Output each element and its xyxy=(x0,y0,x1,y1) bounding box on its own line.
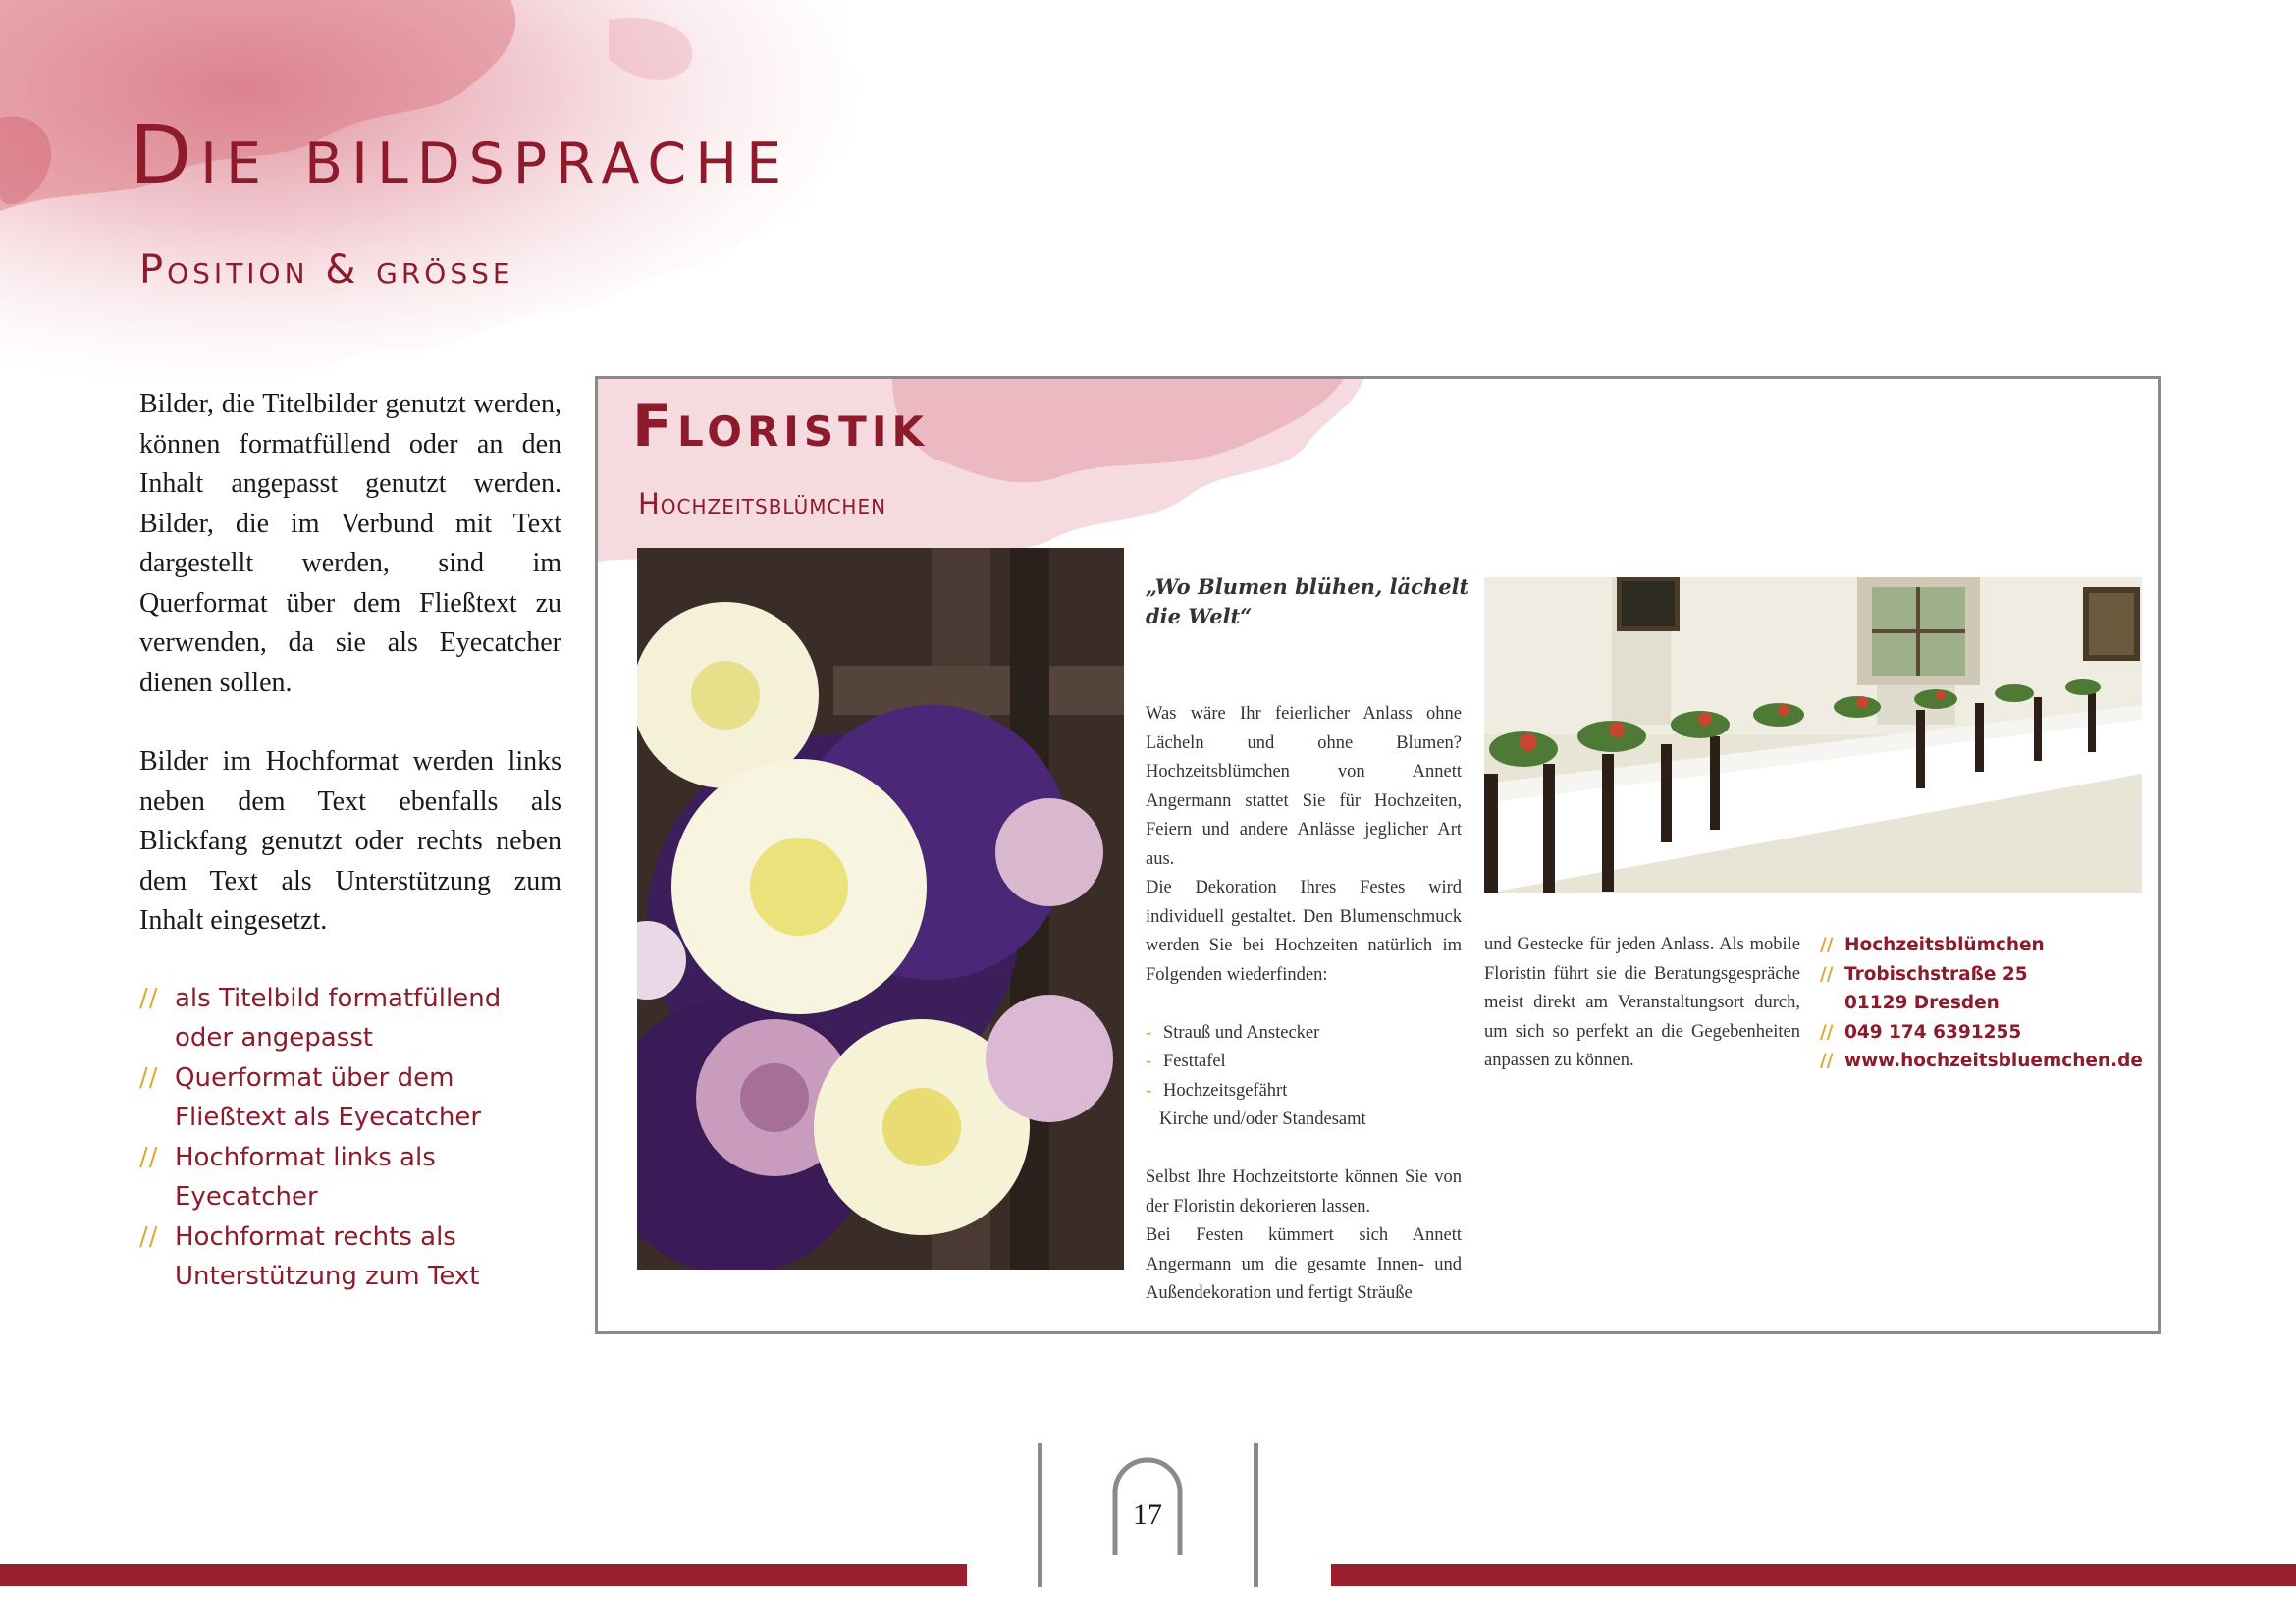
example-title: Floristik xyxy=(632,392,929,460)
bullet-list xyxy=(139,979,561,1297)
bullet-text: als Titelbild formatfüllend oder angepasst xyxy=(175,983,502,1053)
list-dash: - xyxy=(1146,1080,1152,1101)
example-list-item xyxy=(1146,1048,1462,1077)
list-text: Strauß und Anstecker xyxy=(1163,1022,1320,1043)
contact-name-text: Hochzeitsblümchen xyxy=(1844,935,2045,955)
flower-bouquet-image xyxy=(637,548,1124,1270)
example-quote: „Wo Blumen blühen, lächelt die Welt“ xyxy=(1146,574,1469,628)
footer-divider-right xyxy=(1254,1443,1258,1587)
list-dash: - xyxy=(1146,1052,1152,1071)
contact-name xyxy=(1820,931,2144,960)
example-paragraph: und Gestecke für jeden Anlass. Als mobile Floristin führt sie die Beratungsgespräche meist direkt am Veranstaltungsort durch, um sich so perfekt an die Gegebenheiten anpassen zu können. xyxy=(1484,935,1800,1070)
page-title: Die bildsprache xyxy=(130,109,791,202)
body-paragraph-2: Bilder im Hochformat werden links neben dem Text ebenfalls als Blickfang genutzt oder rechts neben dem Text als Unterstützung zum Inhalt eingesetzt. xyxy=(139,746,561,936)
contact-marker: // xyxy=(1820,1051,1834,1071)
example-paragraph: Selbst Ihre Hochzeitstorte können Sie von der Floristin dekorieren lassen. xyxy=(1146,1167,1462,1217)
bullet-item xyxy=(139,979,561,1058)
example-paragraph: Was wäre Ihr feierlicher Anlass ohne Lächeln und ohne Blumen? Hochzeitsblümchen von Annett Angermann stattet Sie für Hochzeiten, Feiern und andere Anlässe jeglicher Art aus. xyxy=(1146,704,1462,869)
list-text: Kirche und/oder Standesamt xyxy=(1159,1110,1366,1129)
contact-web xyxy=(1820,1047,2144,1076)
watercolor-splash xyxy=(0,0,883,412)
footer-divider-left xyxy=(1038,1443,1042,1587)
page-number: 17 xyxy=(1133,1498,1162,1531)
body-column xyxy=(139,385,561,1297)
bullet-marker: // xyxy=(139,1142,159,1172)
list-dash: - xyxy=(1146,1022,1152,1043)
list-text: Festtafel xyxy=(1163,1052,1226,1071)
page-subtitle: Position & grösse xyxy=(139,247,514,293)
bullet-item xyxy=(139,1058,561,1138)
contact-street xyxy=(1820,960,2144,990)
example-contact-block xyxy=(1820,931,2144,1076)
contact-phone xyxy=(1820,1018,2144,1048)
example-text-column-2 xyxy=(1484,931,1800,1076)
contact-street-text: Trobischstraße 25 xyxy=(1844,963,2028,985)
bullet-text: Hochformat links als Eyecatcher xyxy=(175,1142,436,1212)
contact-marker: // xyxy=(1820,935,1834,955)
bullet-marker: // xyxy=(139,983,159,1013)
contact-city xyxy=(1820,989,2144,1018)
example-list-item xyxy=(1146,1106,1462,1135)
bullet-text: Querformat über dem Fließtext als Eyecatcher xyxy=(175,1062,482,1132)
body-paragraph-1: Bilder, die Titelbilder genutzt werden, können formatfüllend oder an den Inhalt angepasst genutzt werden. Bilder, die im Verbund mit Text dargestellt werden, sind im Querformat über dem Fließtext zu verwenden, da sie als Eyecatcher dienen sollen. xyxy=(139,389,561,698)
footer-bar-left xyxy=(0,1564,967,1586)
example-subtitle: Hochzeitsblümchen xyxy=(638,487,887,520)
bullet-marker: // xyxy=(139,1062,159,1093)
footer-bar-right xyxy=(1331,1564,2296,1586)
example-layout xyxy=(595,376,2161,1334)
example-text-column-1 xyxy=(1146,700,1462,1309)
contact-marker: // xyxy=(1820,963,1834,985)
contact-marker: // xyxy=(1820,1021,1834,1043)
banquet-hall-image xyxy=(1484,577,2142,893)
bullet-item xyxy=(139,1218,561,1297)
list-text: Hochzeitsgefährt xyxy=(1163,1080,1288,1101)
bullet-marker: // xyxy=(139,1221,159,1252)
example-list-item xyxy=(1146,1077,1462,1107)
contact-web-text: www.hochzeitsbluemchen.de xyxy=(1844,1051,2143,1071)
example-list-item xyxy=(1146,1019,1462,1049)
bullet-text: Hochformat rechts als Unterstützung zum Text xyxy=(175,1221,480,1291)
example-paragraph: Die Dekoration Ihres Festes wird individuell gestaltet. Den Blumenschmuck werden Sie bei Hochzeiten natürlich im Folgenden wiederfinden: xyxy=(1146,878,1462,985)
bullet-item xyxy=(139,1138,561,1218)
contact-phone-text: 049 174 6391255 xyxy=(1844,1021,2022,1043)
example-list xyxy=(1146,1019,1462,1135)
contact-city-text: 01129 Dresden xyxy=(1844,993,2000,1013)
example-paragraph: Bei Festen kümmert sich Annett Angermann um die gesamte Innen- und Außendekoration und fertigt Sträuße xyxy=(1146,1225,1462,1303)
